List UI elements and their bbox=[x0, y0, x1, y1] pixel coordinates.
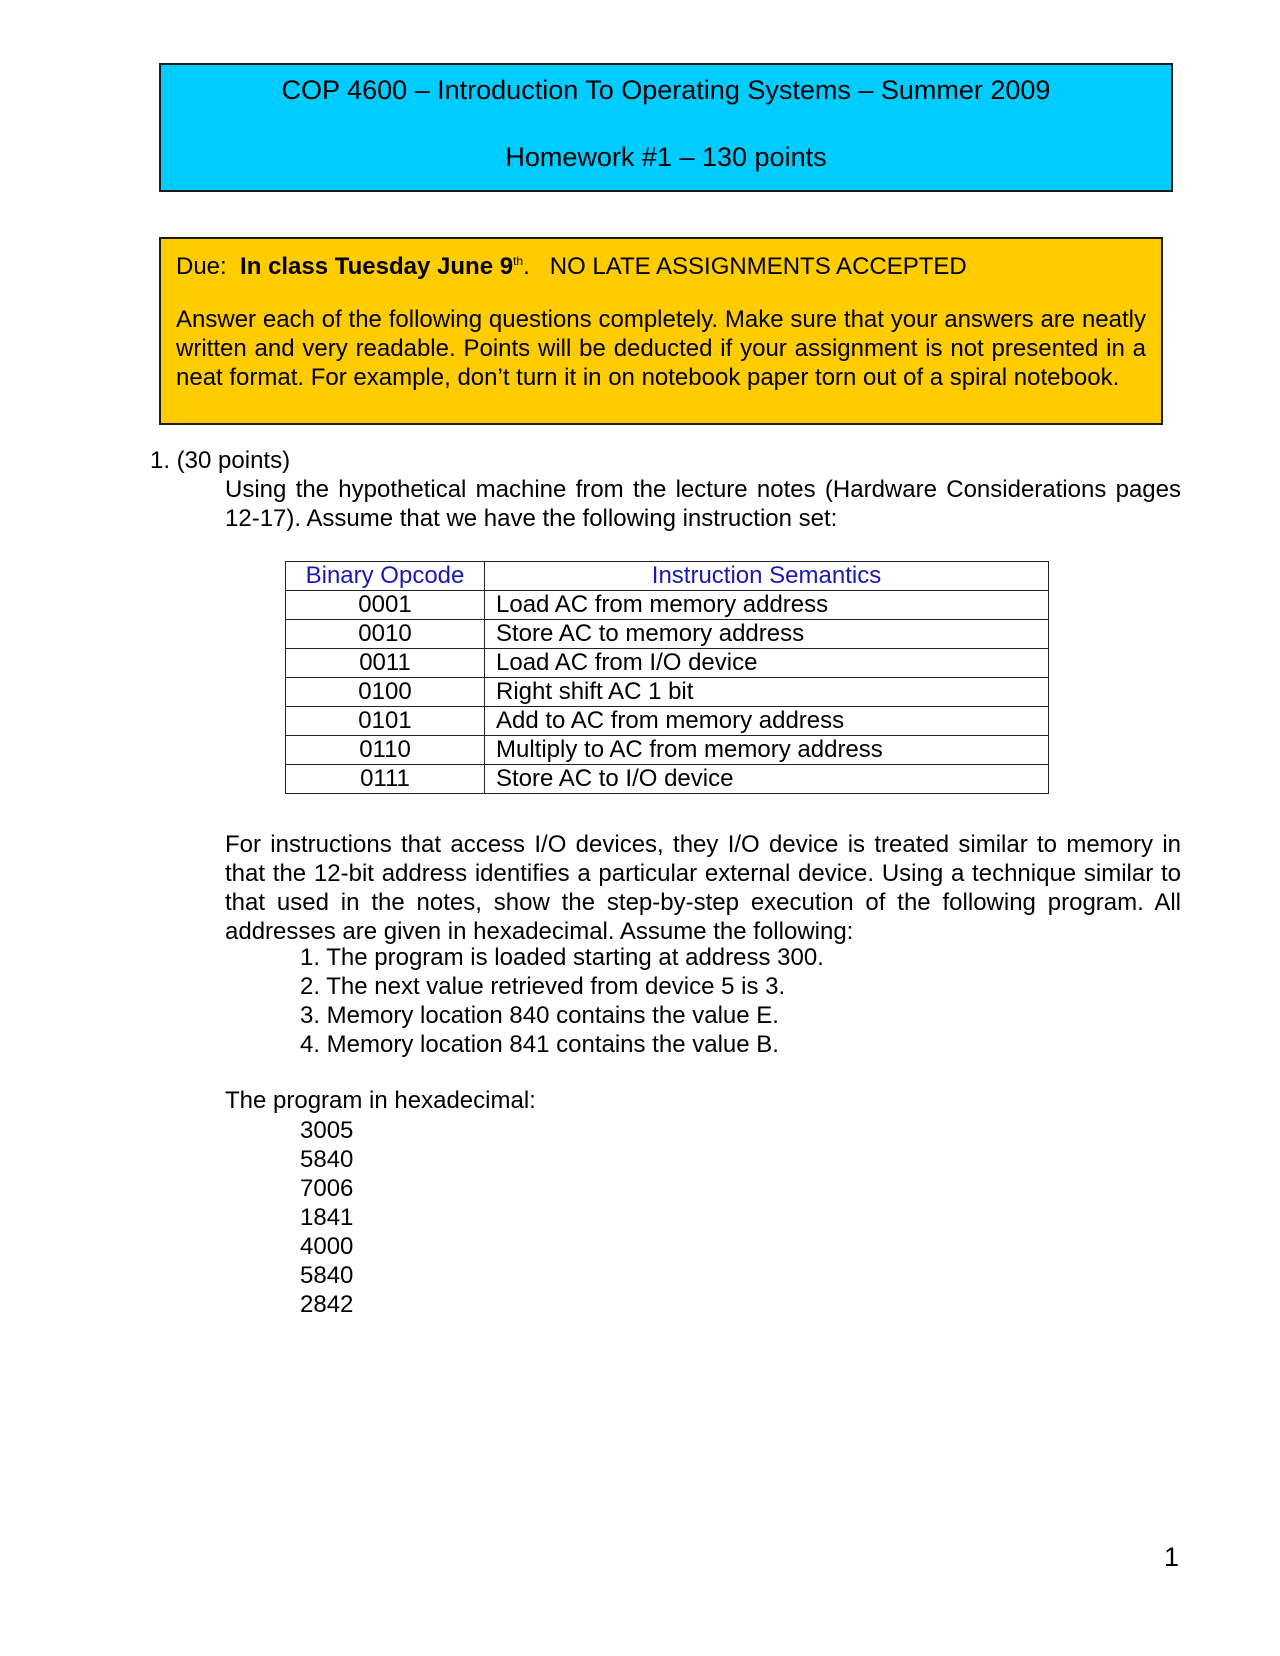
list-item: 1. The program is loaded starting at address 300. bbox=[300, 944, 824, 971]
table-row bbox=[286, 620, 1049, 649]
program-word: 4000 bbox=[300, 1233, 354, 1260]
program-word: 3005 bbox=[300, 1117, 354, 1144]
due-period: . bbox=[523, 253, 530, 280]
due-date: In class Tuesday June 9 bbox=[240, 253, 514, 280]
program-word: 1841 bbox=[300, 1204, 354, 1231]
list-item: 3. Memory location 840 contains the value E. bbox=[300, 1002, 779, 1029]
column-header-opcode: Binary Opcode bbox=[286, 562, 485, 591]
semantics-cell: Load AC from memory address bbox=[485, 591, 1049, 620]
table-header-row bbox=[286, 562, 1049, 591]
table-row bbox=[286, 707, 1049, 736]
list-item: 4. Memory location 841 contains the value B. bbox=[300, 1031, 779, 1058]
opcode-cell: 0111 bbox=[286, 765, 485, 794]
io-devices-paragraph: For instructions that access I/O devices, they I/O device is treated similar to memory in that the 12-bit address identifies a particular external device. Using a technique similar to that used in the notes, show the step-by-step execution of the following program. All addresses are given in hexadecimal. Assume the following: bbox=[225, 831, 1181, 945]
opcode-cell: 0100 bbox=[286, 678, 485, 707]
table-row bbox=[286, 736, 1049, 765]
semantics-cell: Multiply to AC from memory address bbox=[485, 736, 1049, 765]
semantics-cell: Store AC to I/O device bbox=[485, 765, 1049, 794]
table-row bbox=[286, 765, 1049, 794]
late-policy: NO LATE ASSIGNMENTS ACCEPTED bbox=[549, 253, 967, 280]
due-prefix: Due: bbox=[176, 253, 227, 280]
program-word: 2842 bbox=[300, 1291, 354, 1318]
opcode-cell: 0001 bbox=[286, 591, 485, 620]
title-box bbox=[159, 63, 1173, 192]
homework-title: Homework #1 – 130 points bbox=[505, 142, 827, 172]
program-word: 5840 bbox=[300, 1262, 354, 1289]
due-notice-box bbox=[159, 237, 1163, 425]
opcode-cell: 0101 bbox=[286, 707, 485, 736]
course-title: COP 4600 – Introduction To Operating Systems – Summer 2009 bbox=[281, 75, 1051, 105]
due-line bbox=[176, 247, 1146, 287]
list-item: 2. The next value retrieved from device 5 is 3. bbox=[300, 973, 786, 1000]
table-row bbox=[286, 591, 1049, 620]
opcode-cell: 0011 bbox=[286, 649, 485, 678]
program-word: 7006 bbox=[300, 1175, 354, 1202]
instructions-paragraph: Answer each of the following questions completely. Make sure that your answers are neatly written and very readable. Points will be deducted if your assignment is not presented in a neat format. For example, don’t turn it in on notebook paper torn out of a spiral notebook. bbox=[176, 306, 1146, 391]
program-word: 5840 bbox=[300, 1146, 354, 1173]
semantics-cell: Load AC from I/O device bbox=[485, 649, 1049, 678]
assumptions-list bbox=[300, 943, 824, 1059]
column-header-semantics: Instruction Semantics bbox=[485, 562, 1049, 591]
semantics-cell: Add to AC from memory address bbox=[485, 707, 1049, 736]
opcode-cell: 0010 bbox=[286, 620, 485, 649]
program-listing bbox=[300, 1116, 353, 1319]
opcode-cell: 0110 bbox=[286, 736, 485, 765]
table-row bbox=[286, 678, 1049, 707]
page-number: 1 bbox=[1164, 1542, 1180, 1572]
due-date-suffix: th bbox=[513, 254, 524, 268]
semantics-cell: Store AC to memory address bbox=[485, 620, 1049, 649]
question-1-intro: Using the hypothetical machine from the lecture notes (Hardware Considerations pages 12-17). Assume that we have the following instruction set: bbox=[225, 476, 1181, 532]
semantics-cell: Right shift AC 1 bit bbox=[485, 678, 1049, 707]
table-row bbox=[286, 649, 1049, 678]
question-1-heading: 1. (30 points) bbox=[150, 447, 291, 474]
instruction-set-table bbox=[285, 561, 1049, 794]
program-label: The program in hexadecimal: bbox=[225, 1087, 536, 1114]
